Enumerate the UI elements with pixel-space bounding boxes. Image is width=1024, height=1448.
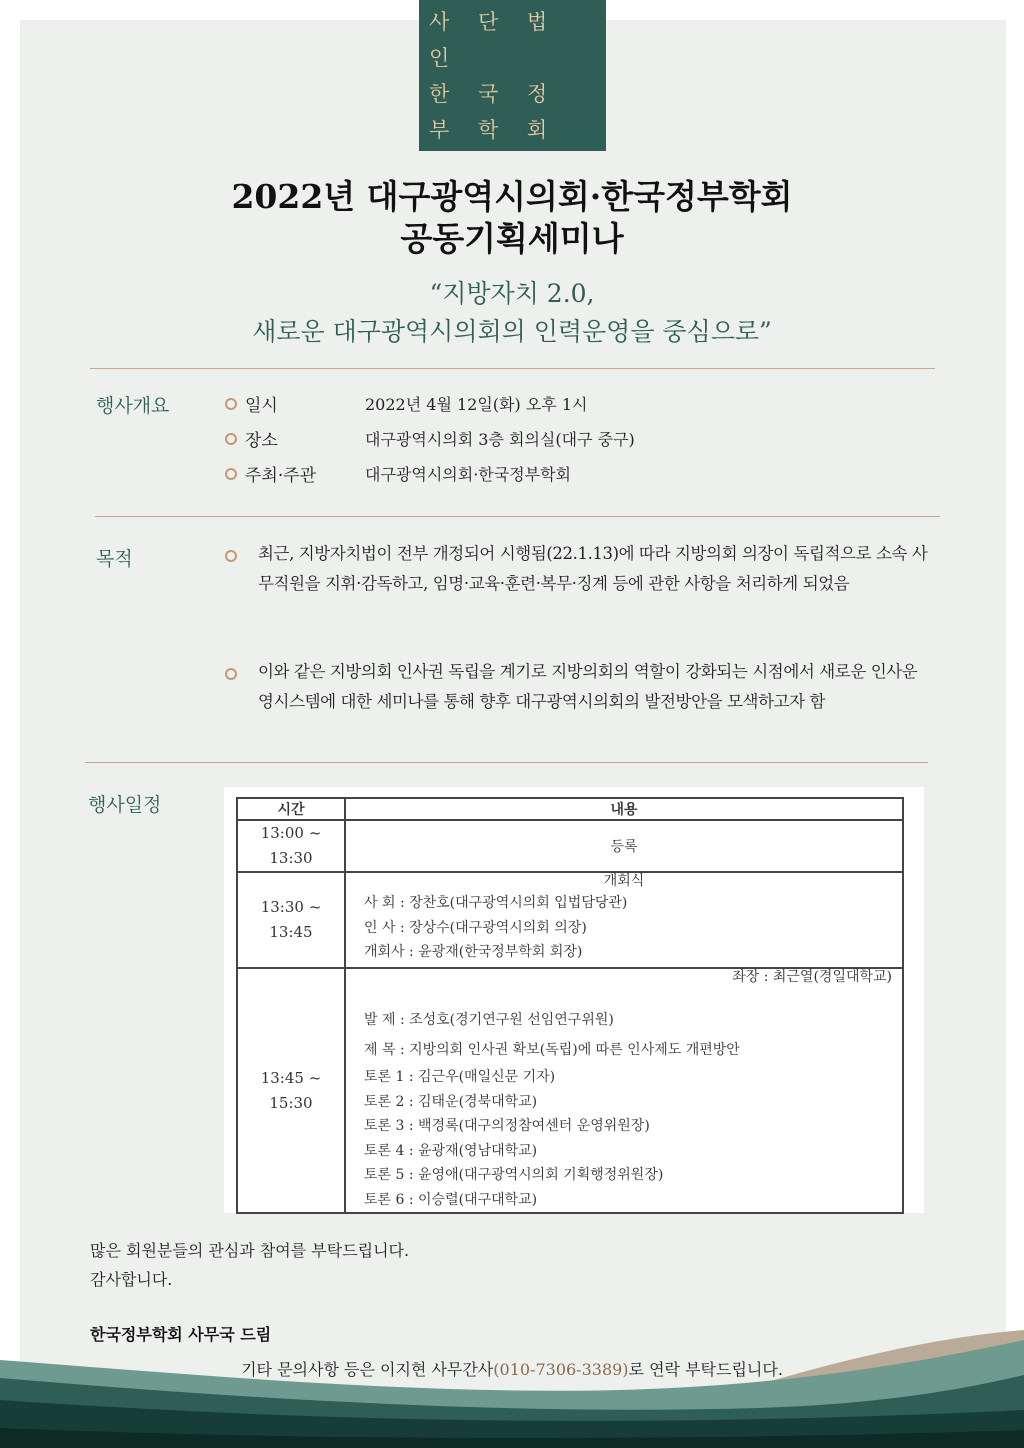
closing-line1: 많은 회원분들의 관심과 참여를 부탁드립니다. (90, 1241, 410, 1260)
program-line: 토론 2 : 김태운(경북대학교) (364, 1093, 538, 1110)
decorative-wave-footer (0, 1320, 1024, 1448)
closing-line2: 감사합니다. (90, 1270, 173, 1289)
content-cell (345, 872, 903, 968)
overview-date-value: 2022년 4월 12일(화) 오후 1시 (365, 395, 588, 414)
time-cell (237, 820, 345, 872)
table-row (237, 968, 903, 1213)
program-line: 제 목 : 지방의회 인사권 확보(독립)에 따른 인사제도 개편방안 (364, 1042, 740, 1058)
organization-line2: 한 국 정 부 학 회 (429, 81, 559, 142)
bullet-icon (225, 668, 237, 680)
bullet-icon (225, 433, 237, 445)
overview-venue-value: 대구광역시의회 3층 회의실(대구 중구) (365, 430, 635, 449)
purpose-section-label: 목적 (96, 548, 133, 570)
program-line: 발 제 : 조성호(경기연구원 선임연구위원) (364, 1012, 614, 1028)
program-line: 개회사 : 윤광재(한국정부학회 회장) (364, 944, 583, 960)
organization-badge (419, 0, 606, 151)
content-cell (345, 820, 903, 872)
time-end: 13:45 (269, 923, 313, 941)
header-time: 시간 (237, 798, 345, 820)
event-subtitle-line2: 새로운 대구광역시의회의 인력운영을 중심으로” (252, 317, 772, 346)
time-cell (237, 872, 345, 968)
schedule-table (236, 797, 904, 1214)
program-line: 토론 4 : 윤광재(영남대학교) (364, 1142, 538, 1159)
time-start: 13:45 ~ (260, 1068, 322, 1087)
time-end: 15:30 (269, 1093, 313, 1112)
program-line: 토론 6 : 이승렬(대구대학교) (364, 1191, 538, 1208)
table-header-row (237, 798, 903, 820)
time-start: 13:00 ~ (260, 824, 322, 842)
overview-host-label: 주최·주관 (245, 466, 317, 486)
overview-venue-label: 장소 (245, 431, 278, 451)
purpose-paragraph-1: 최근, 지방자치법이 전부 개정되어 시행됨(22.1.13)에 따라 지방의회 의장이 독립적으로 소속 사무직원을 지휘·감독하고, 임명·교육·훈련·복무·징계 등에 관한 사항을 처리하게 되었음 (258, 544, 928, 593)
bullet-icon (225, 398, 237, 410)
overview-section-label: 행사개요 (96, 395, 170, 417)
overview-host-value: 대구광역시의회·한국정부학회 (365, 465, 572, 484)
bullet-icon (225, 468, 237, 480)
schedule-section-label: 행사일정 (88, 794, 162, 816)
opening-ceremony-label: 개회식 (603, 873, 645, 889)
divider (90, 368, 935, 369)
registration-label: 등록 (610, 839, 638, 855)
contact-suffix: 로 연락 부탁드립니다. (628, 1360, 783, 1379)
bullet-icon (225, 550, 237, 562)
header-content: 내용 (345, 798, 903, 820)
program-line: 토론 1 : 김근우(매일신문 기자) (364, 1069, 556, 1085)
table-row (237, 820, 903, 872)
schedule-table-panel (224, 787, 924, 1213)
contact-phone: (010-7306-3389) (493, 1360, 629, 1379)
program-line: 인 사 : 장상수(대구광역시의회 의장) (364, 919, 587, 936)
divider (85, 762, 928, 763)
contact-prefix: 기타 문의사항 등은 이지현 사무간사 (241, 1360, 494, 1379)
program-line: 토론 5 : 윤영애(대구광역시의회 기획행정위원장) (364, 1167, 664, 1183)
program-line: 토론 3 : 백경록(대구의정참여센터 운영위원장) (364, 1118, 650, 1134)
overview-date-label: 일시 (245, 396, 278, 416)
event-title-line2: 공동기획세미나 (400, 219, 624, 258)
time-cell (237, 968, 345, 1213)
time-end: 13:30 (269, 849, 313, 867)
event-title-line1: 2022년 대구광역시의회·한국정부학회 (231, 177, 793, 216)
divider (95, 516, 940, 517)
session-chair: 좌장 : 최근열(경일대학교) (732, 969, 892, 985)
contact-info (0, 1357, 1024, 1380)
program-line: 사 회 : 장찬호(대구광역시의회 입법담당관) (364, 895, 628, 911)
time-start: 13:30 ~ (260, 898, 322, 916)
content-cell (345, 968, 903, 1213)
event-subtitle-line1: “지방자치 2.0, (429, 279, 595, 308)
signature: 한국정부학회 사무국 드림 (90, 1325, 272, 1344)
purpose-paragraph-2: 이와 같은 지방의회 인사권 독립을 계기로 지방의회의 역할이 강화되는 시점에서 새로운 인사운영시스템에 대한 세미나를 통해 향후 대구광역시의회의 발전방안을 모색하고자 함 (258, 662, 918, 711)
table-row (237, 872, 903, 968)
organization-line1: 사 단 법 인 (429, 9, 559, 70)
